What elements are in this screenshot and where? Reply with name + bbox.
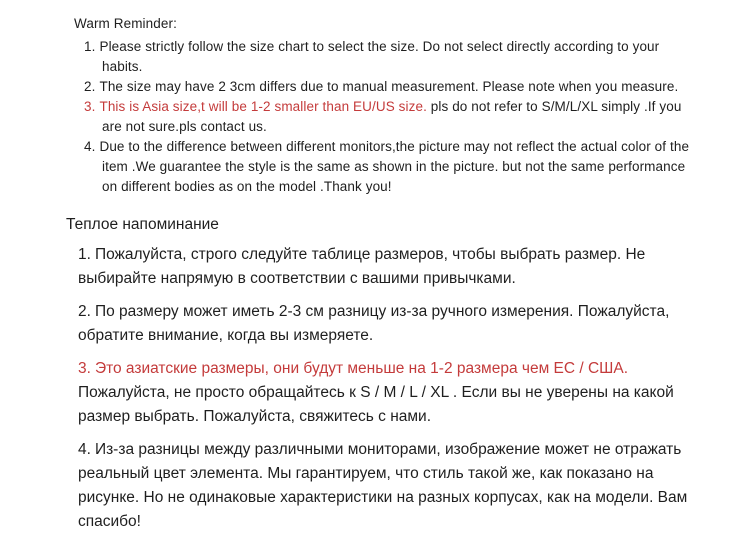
english-title: Warm Reminder: — [74, 16, 177, 31]
item-text: По размеру может иметь 2-3 см разницу из-за ручного измерения. Пожалуйста, обратите внимание, когда вы измеряете. — [78, 303, 670, 344]
item-number: 4. — [78, 441, 91, 458]
item-text: Из-за разницы между различными мониторами, изображение может не отражать реальный цвет элемента. Мы гарантируем, что стиль такой же, как показано на рисунке. Но не одинаковые характеристики на разных корпусах, как на модели. Вам спасибо! — [78, 441, 688, 530]
item-text-highlight: This is Asia size,t will be 1-2 smaller than EU/US size. — [99, 99, 427, 114]
item-text: Please strictly follow the size chart to select the size. Do not select directly according to your habits. — [99, 39, 660, 74]
item-number: 4. — [84, 139, 96, 154]
list-item — [84, 137, 699, 197]
item-number: 3. — [78, 360, 91, 377]
english-section — [66, 14, 710, 197]
item-text: Due to the difference between different monitors,the picture may not reflect the actual color of the item .We guarantee the style is the same as shown in the picture. but not the same performance on different bodies as on the model .Thank you! — [99, 139, 690, 194]
list-item — [84, 77, 699, 97]
item-text: The size may have 2 3cm differs due to manual measurement. Please note when you measure. — [99, 79, 679, 94]
item-number: 2. — [84, 79, 96, 94]
item-number: 2. — [78, 303, 91, 320]
english-list — [84, 37, 699, 197]
item-text: pls do not refer to S/M/L/XL simply .If you are not sure.pls contact us. — [102, 99, 682, 134]
item-number: 1. — [78, 246, 91, 263]
russian-section — [66, 213, 710, 534]
list-item — [78, 438, 718, 534]
item-text-highlight: Это азиатские размеры, они будут меньше на 1-2 размера чем ЕС / США. — [94, 360, 629, 377]
item-number: 1. — [84, 39, 96, 54]
russian-title: Теплое напоминание — [66, 216, 219, 233]
list-item — [78, 300, 718, 348]
item-number: 3. — [84, 99, 96, 114]
item-text: Пожалуйста, строго следуйте таблице размеров, чтобы выбрать размер. Не выбирайте напрямую в соответствии с вашими привычками. — [78, 246, 646, 287]
list-item — [78, 357, 718, 429]
item-text: Пожалуйста, не просто обращайтесь к S / M / L / XL . Если вы не уверены на какой размер выбрать. Пожалуйста, свяжитесь с нами. — [78, 384, 674, 425]
list-item — [84, 37, 699, 77]
list-item — [78, 243, 718, 291]
list-item — [84, 97, 699, 137]
